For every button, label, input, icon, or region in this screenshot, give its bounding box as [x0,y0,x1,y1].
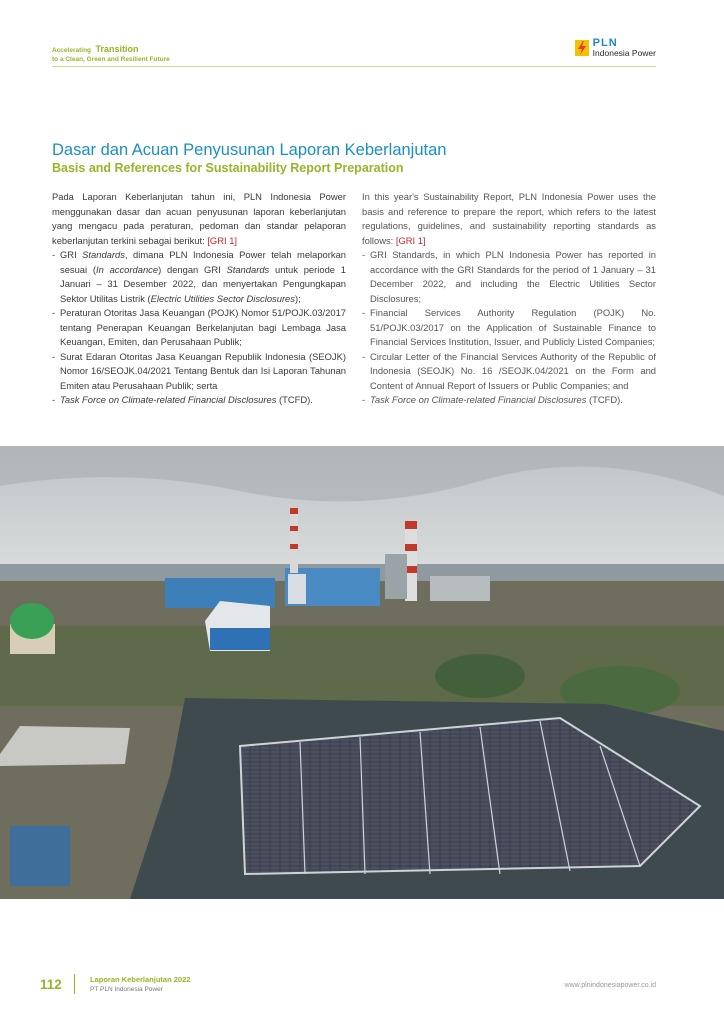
right-column [362,190,656,408]
left-intro: Pada Laporan Keberlanjutan tahun ini, PLN Indonesia Power menggunakan dasar dan acuan penyusunan laporan keberlanjutan yang mengacu pada peraturan, pedoman dan standar pelaporan keberlanjutan terkini sebagai berikut: [GRI 1] [52,191,346,246]
logo-name: PLN [592,37,618,49]
list-item: - GRI Standards, in which PLN Indonesia Power has reported in accordance with the GRI Standards for the period of 1 January – 31 December 2022, and including the Electric Utilities Sector Disclosures; [362,248,656,306]
pln-logo [575,38,656,58]
gri-tag: [GRI 1] [395,234,426,246]
page-title: Dasar dan Acuan Penyusunan Laporan Keberlanjutan [52,141,447,159]
left-list [52,248,346,408]
list-item: - Task Force on Climate-related Financial Disclosures (TCFD). [52,393,346,408]
tagline-word1: Accelerating [52,47,92,54]
gri-tag: [GRI 1] [207,234,238,246]
right-list [362,248,656,408]
list-item: - Task Force on Climate-related Financial Disclosures (TCFD). [362,393,656,408]
footer-url[interactable]: www.plnindonesiapower.co.id [564,982,656,989]
page-number: 112 [40,977,62,992]
tagline [52,40,170,64]
list-item: - Surat Edaran Otoritas Jasa Keuangan Republik Indonesia (SEOJK) Nomor 16/SEOJK.04/2021 Tentang Bentuk dan Isi Laporan Tahunan Emiten atau Perusahaan Publik; serta [52,350,346,394]
page-subtitle: Basis and References for Sustainability Report Preparation [52,161,404,175]
logo-subtitle: Indonesia Power [592,48,656,58]
list-item: - GRI Standards, dimana PLN Indonesia Power telah melaporkan sesuai (In accordance) dengan GRI Standards untuk periode 1 Januari – 31 Desember 2022, dan menyertakan Pengungkapan Sektor Utilitas Listrik (Electric Utilities Sector Disclosures); [52,248,346,306]
tagline-word2: Transition [95,44,139,54]
right-intro: In this year's Sustainability Report, PLN Indonesia Power uses the basis and reference to prepare the report, which refers to the latest regulations, guidelines, and sustainability reporting standards as follows: [GRI 1] [362,191,656,246]
power-plant-photo [0,446,724,899]
footer-divider [74,974,75,994]
tagline-line2: to a Clean, Green and Resilient Future [52,56,170,63]
footer-report-title: Laporan Keberlanjutan 2022 [90,975,191,984]
list-item: - Financial Services Authority Regulation (POJK) No. 51/POJK.03/2017 on the Application of Sustainable Finance to Financial Services Institution, Issuer, and Publicly Listed Companies; [362,306,656,350]
lightning-bolt-icon [575,40,589,56]
footer-company: PT PLN Indonesia Power [90,986,163,993]
list-item: - Circular Letter of the Financial Services Authority of the Republic of Indonesia (SEOJK) No. 16 /SEOJK.04/2021 on the Form and Content of Annual Report of Issuers or Public Companies; and [362,350,656,394]
list-item: - Peraturan Otoritas Jasa Keuangan (POJK) Nomor 51/POJK.03/2017 tentang Penerapan Keuangan Berkelanjutan bagi Lembaga Jasa Keuangan, Emiten, dan Perusahaan Publik; [52,306,346,350]
page-header [52,37,656,67]
left-column [52,190,346,408]
